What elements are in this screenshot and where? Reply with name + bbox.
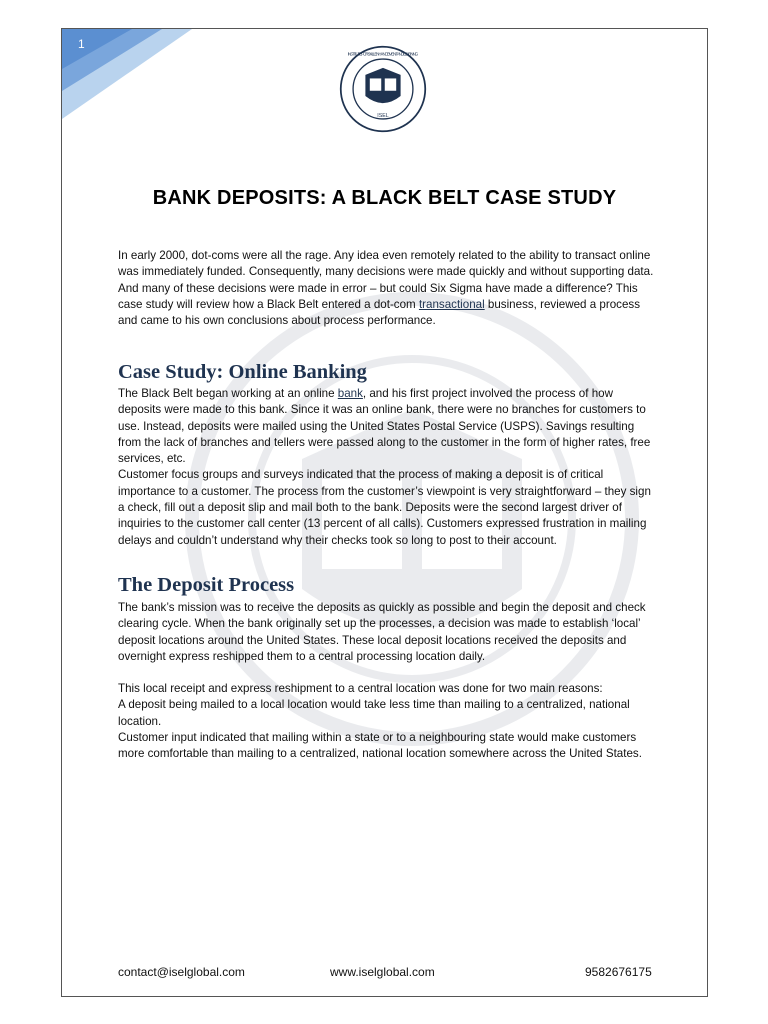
paragraph: Customer input indicated that mailing within a state or to a neighbouring state would make customers more comfortable than mailing to a centralized, national location somewhere across the United States. — [118, 731, 642, 761]
section-online-banking-body — [118, 386, 654, 549]
paragraph: The Black Belt began working at an online bank, and his first project involved the process of how deposits were made to this bank. Since it was an online bank, there were no branches for customers to use. Instead, deposits were mailed using the United States Postal Service (USPS). Savings resulting from the lack of branches and tellers were passed along to the customer in the form of higher rates, free services, etc. — [118, 387, 651, 466]
isel-logo — [339, 45, 427, 133]
document-title: BANK DEPOSITS: A BLACK BELT CASE STUDY — [152, 187, 617, 209]
transactional-link[interactable]: transactional — [418, 297, 485, 311]
footer-email[interactable]: contact@iselglobal.com — [118, 965, 245, 979]
page-number: 1 — [78, 37, 85, 51]
section-heading-deposit-process: The Deposit Process — [118, 574, 295, 596]
paragraph: A deposit being mailed to a local location would take less time than mailing to a centralized, national location. — [118, 698, 630, 728]
document-page — [61, 28, 708, 997]
section-heading-online-banking: Case Study: Online Banking — [118, 361, 367, 383]
paragraph: This local receipt and express reshipment to a central location was done for two main reasons: — [118, 682, 603, 696]
footer-website[interactable]: www.iselglobal.com — [330, 965, 435, 979]
footer-phone: 9582676175 — [585, 965, 652, 979]
paragraph: The bank’s mission was to receive the deposits as quickly as possible and begin the deposit and check clearing cycle. When the bank originally set up the processes, a decision was made to establish ‘local’ deposit locations around the United States. These local deposit locations received the deposits and overnight express reshipped them to a central processing location daily. — [118, 601, 646, 663]
bank-link[interactable]: bank — [337, 387, 363, 400]
paragraph: Customer focus groups and surveys indicated that the process of making a deposit is of critical importance to a customer. The process from the customer’s viewpoint is very straightforward – they sign a check, fill out a deposit slip and mail both to the bank. Deposits were the second largest driver of inquiries to the customer call center (13 percent of all calls). Customers expressed frustration in mailing delays and couldn’t understand why their checks took so long to post to their account. — [118, 468, 651, 547]
section-deposit-process-body — [118, 600, 654, 763]
logo-year-text: ISEL — [377, 113, 389, 120]
intro-paragraph: In early 2000, dot-coms were all the rage. Any idea even remotely related to the ability to transact online was immediately funded. Consequently, many decisions were made quickly and without supporting data. And many of these decisions were made in error – but could Six Sigma have made a difference? This case study will review how a Black Belt entered a dot-com transactional business, reviewed a process and came to his own conclusions about process performance. — [118, 249, 654, 328]
logo-ring-text: INSTITUTE FOR SKILL ENHANCEMENT AND LEARNING — [347, 51, 419, 57]
